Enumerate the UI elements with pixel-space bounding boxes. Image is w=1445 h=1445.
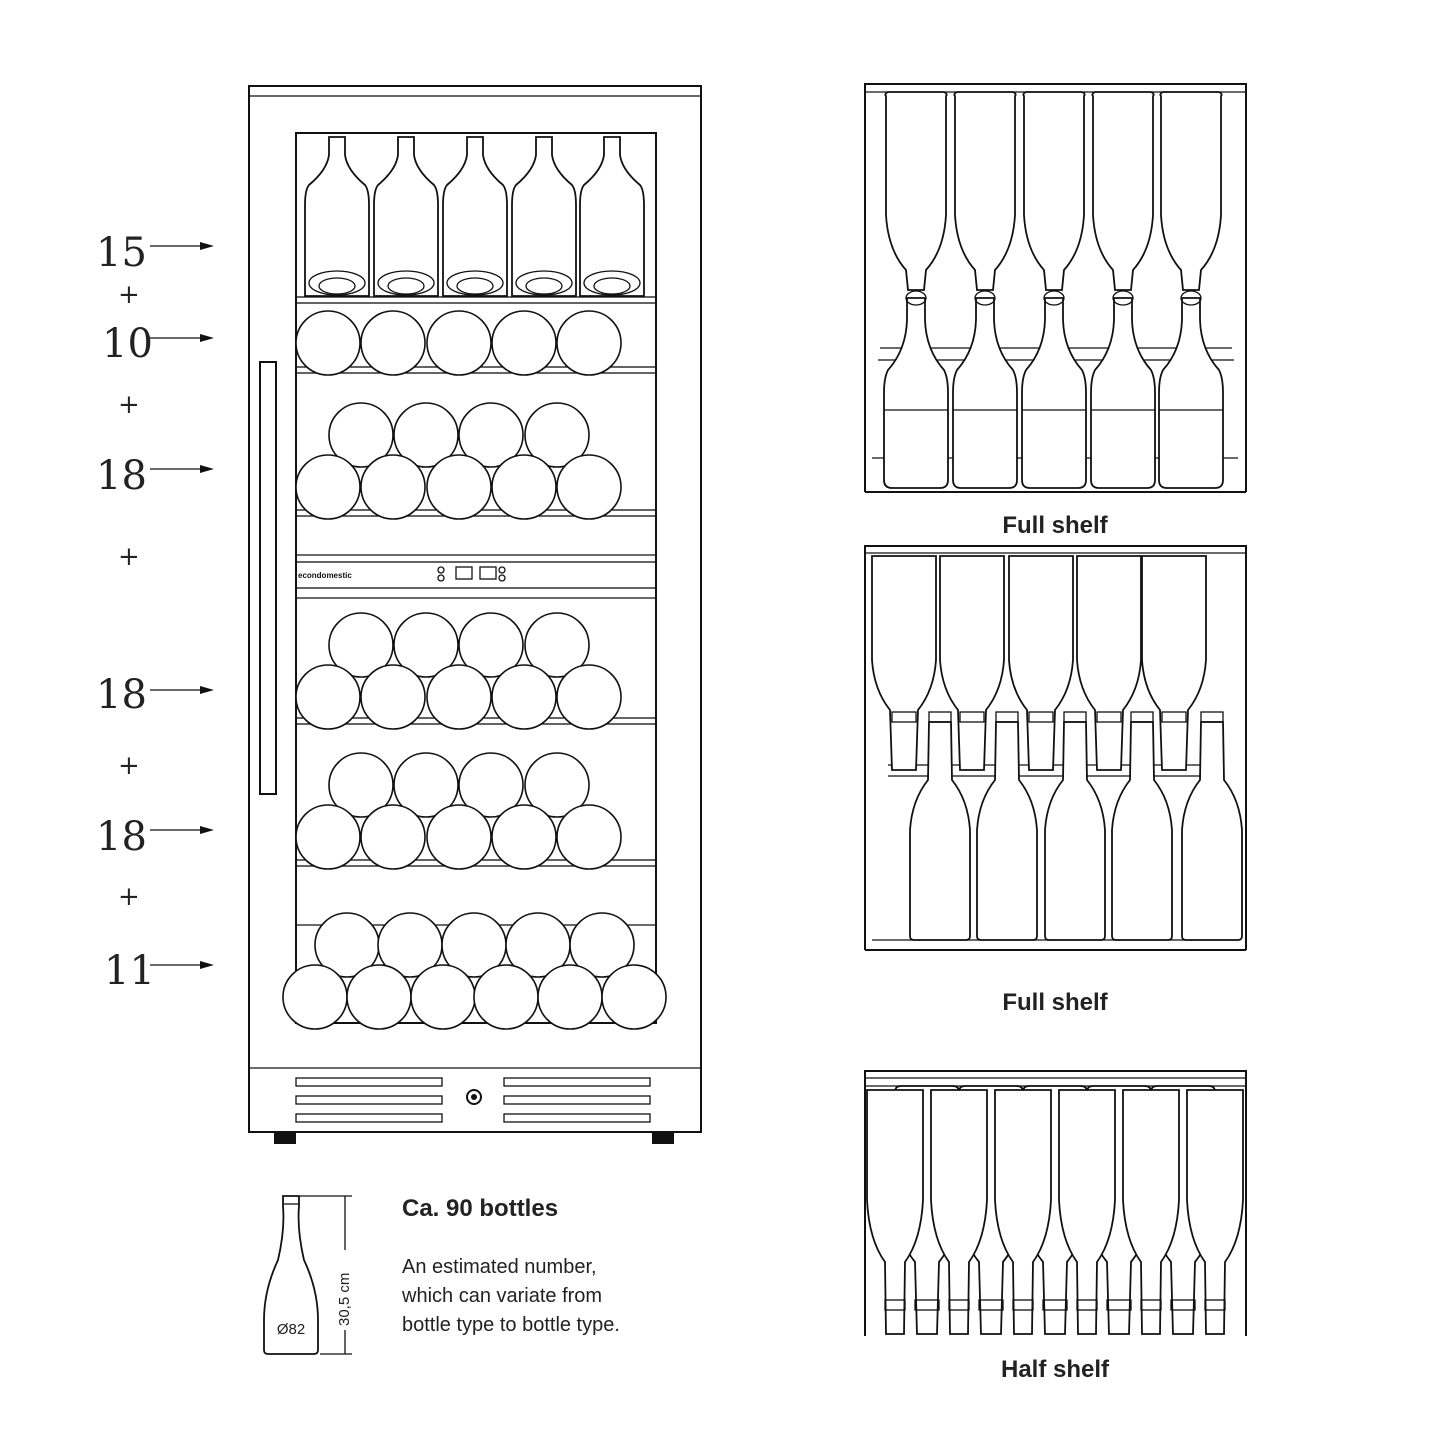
wine-bottle <box>1182 722 1242 940</box>
bottle-base <box>557 665 621 729</box>
capacity-description-line: An estimated number, <box>402 1256 597 1278</box>
shelf-view-2 <box>865 546 1246 1016</box>
count-label-1: 15 <box>96 230 147 276</box>
wine-bottle <box>1092 92 1153 290</box>
bottle-base <box>538 965 602 1029</box>
shelf-arrows <box>150 242 214 969</box>
bottle-height: 30,5 cm <box>336 1272 353 1326</box>
bottle-base <box>283 965 347 1029</box>
wine-bottle <box>1159 298 1223 488</box>
bottle-base <box>427 455 491 519</box>
wine-bottle <box>931 1090 987 1334</box>
plus-sign: + <box>118 280 140 310</box>
wine-bottle <box>1023 92 1084 290</box>
bottle-base <box>296 805 360 869</box>
brand-logo: econdomestic <box>298 571 352 580</box>
bottle-base <box>492 311 556 375</box>
bottle-base <box>427 665 491 729</box>
arrow-head <box>200 242 214 250</box>
bottle-base <box>557 455 621 519</box>
door-handle <box>260 362 276 794</box>
wine-bottle <box>1187 1090 1243 1334</box>
count-label-4: 18 <box>96 672 147 718</box>
wine-bottle <box>872 556 936 770</box>
right-foot <box>652 1132 674 1144</box>
lower-temp-display <box>480 567 496 579</box>
capacity-caption <box>401 1195 620 1336</box>
capacity-title: Ca. 90 bottles <box>402 1195 559 1222</box>
plus-sign: + <box>118 542 140 572</box>
bottle-base <box>492 805 556 869</box>
bottle-dimension <box>264 1196 353 1354</box>
wine-bottle <box>884 298 948 488</box>
shelf-caption: Full shelf <box>1002 512 1108 539</box>
wine-bottle <box>995 1090 1051 1334</box>
wine-bottle <box>374 137 438 296</box>
bottle-base <box>361 665 425 729</box>
wine-bottle <box>1160 92 1221 290</box>
arrow-head <box>200 334 214 342</box>
upper-temp-display <box>456 567 472 579</box>
capacity-description-line: which can variate from <box>402 1285 603 1307</box>
shelf-rail <box>296 297 656 303</box>
capacity-description-line: bottle type to bottle type. <box>402 1314 620 1336</box>
arrow-head <box>200 961 214 969</box>
wine-bottle <box>885 92 946 290</box>
fridge-bottles <box>283 137 666 1029</box>
bottle-diameter: Ø82 <box>276 1321 306 1338</box>
left-foot <box>274 1132 296 1144</box>
wine-bottle <box>1022 298 1086 488</box>
control-panel <box>296 562 656 588</box>
plus-sign: + <box>118 390 140 420</box>
wine-bottle <box>1091 298 1155 488</box>
shelf-caption: Full shelf <box>1002 989 1108 1016</box>
bottle-base <box>427 311 491 375</box>
bottle-base <box>347 965 411 1029</box>
bottle-base <box>361 311 425 375</box>
wine-bottle <box>953 298 1017 488</box>
plus-sign: + <box>118 751 140 781</box>
arrow-head <box>200 686 214 694</box>
wine-bottle <box>512 137 576 296</box>
wine-bottle <box>1059 1090 1115 1334</box>
wine-bottle <box>954 92 1015 290</box>
shelf-view-1 <box>865 84 1246 539</box>
bottle-base <box>602 965 666 1029</box>
count-label-5: 18 <box>96 814 147 860</box>
wine-bottle <box>867 1090 923 1334</box>
fridge-front-view <box>249 86 701 1144</box>
shelf-view-3 <box>865 1071 1246 1383</box>
arrow-head <box>200 826 214 834</box>
count-label-3: 18 <box>96 453 147 499</box>
wine-bottle <box>443 137 507 296</box>
bottle-base <box>557 311 621 375</box>
bottle-base <box>492 665 556 729</box>
shelf-caption: Half shelf <box>1000 1356 1110 1383</box>
bottle-base <box>296 311 360 375</box>
bottle-base <box>361 805 425 869</box>
bottle-base <box>296 665 360 729</box>
bottle-base <box>427 805 491 869</box>
count-label-2: 10 <box>102 321 153 367</box>
plus-sign: + <box>118 882 140 912</box>
bottle-base <box>296 455 360 519</box>
wine-bottle <box>1123 1090 1179 1334</box>
base-grille <box>296 1078 650 1122</box>
wine-bottle <box>305 137 369 296</box>
bottle-base <box>492 455 556 519</box>
wine-bottle <box>580 137 644 296</box>
bottle-base <box>411 965 475 1029</box>
count-label-6: 11 <box>104 948 155 994</box>
bottle-base <box>474 965 538 1029</box>
arrow-head <box>200 465 214 473</box>
shelf-count-labels <box>96 230 214 994</box>
bottle-base <box>557 805 621 869</box>
bottle-base <box>361 455 425 519</box>
